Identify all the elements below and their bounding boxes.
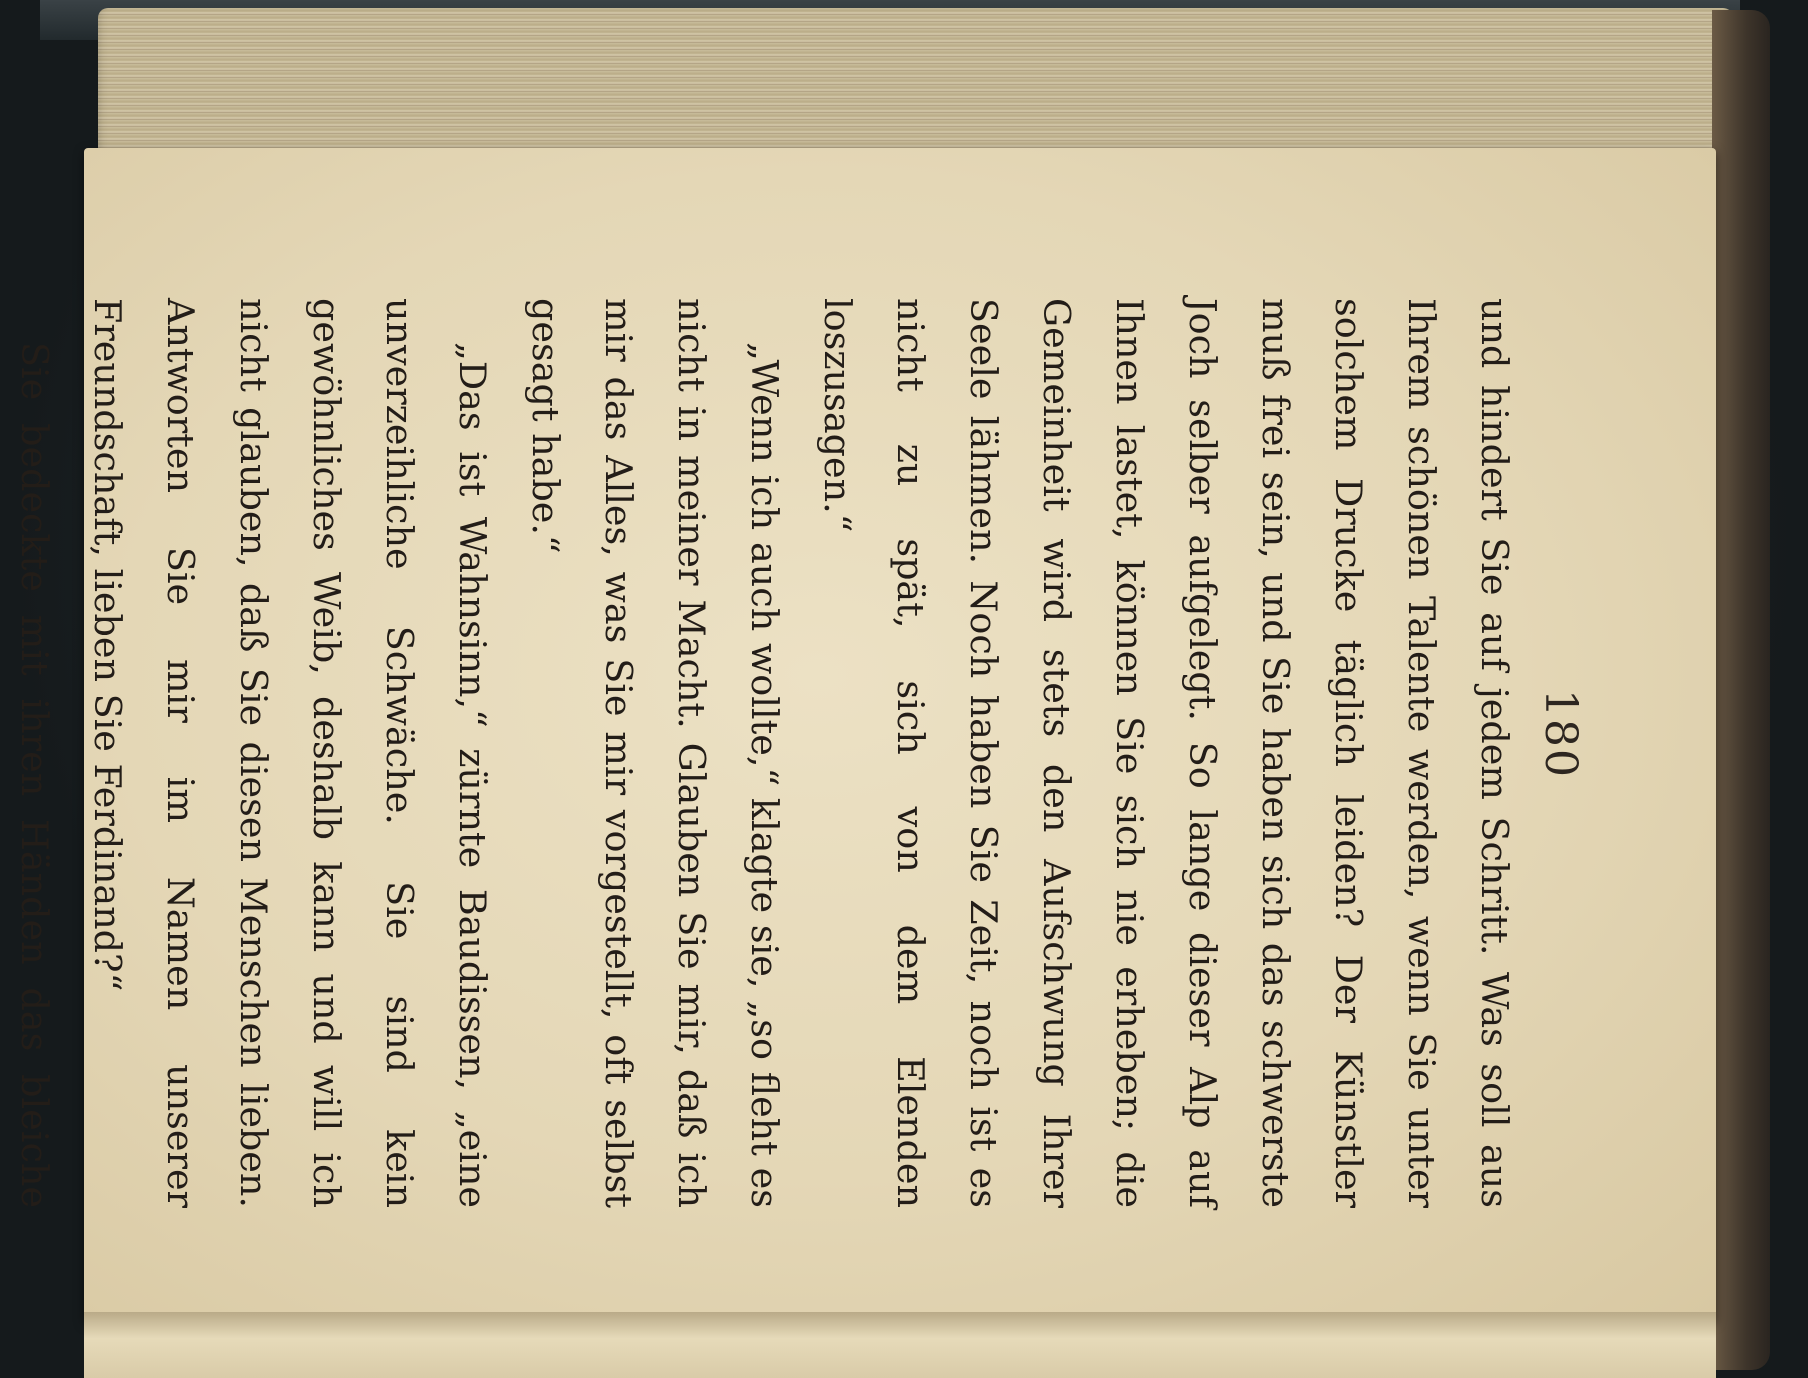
paragraph-3: „Das ist Wahnsinn,“ zürnte Baudissen, „eine unverzeihliche Schwäche. Sie sind kein gewöhnliches Weib, deshalb kann und will ich nicht glauben, daß Sie diesen Menschen lieben. Antworten Sie mir im Namen unserer Freundschaft, lieben Sie Ferdinand?“ (86, 298, 494, 1208)
page-number: 180 (1535, 689, 1586, 779)
book-spine-edge (1712, 10, 1770, 1370)
paragraph-2: „Wenn ich auch wollte,“ klagte sie, „so fleht es nicht in meiner Macht. Glauben Sie mir, daß ich mir das Alles, was Sie mir vorgestellt, oft selbst gesagt habe.“ (524, 298, 786, 1208)
facing-page-gutter (84, 1312, 1716, 1378)
paragraph-1: und hindert Sie auf jedem Schritt. Was soll aus Ihrem schönen Talente werden, wenn Sie unter solchem Drucke täglich leiden? Der Künstler muß frei sein, und Sie haben sich das schwerste Joch selber aufgelegt. So lange dieser Alp auf Ihnen lastet, können Sie sich nie erheben; die Gemeinheit wird stets den Aufschwung Ihrer Seele lähmen. Noch haben Sie Zeit, noch ist es nicht zu spät, sich von dem Elenden loszusagen.“ (816, 298, 1516, 1208)
book-page (13, 148, 1716, 1320)
rotated-page-content (13, 148, 1716, 1320)
paragraph-4: Sie bedeckte mit ihren Händen das bleiche (13, 342, 56, 1208)
page-body-text (0, 298, 1531, 1208)
page-fore-edge (98, 8, 1733, 166)
